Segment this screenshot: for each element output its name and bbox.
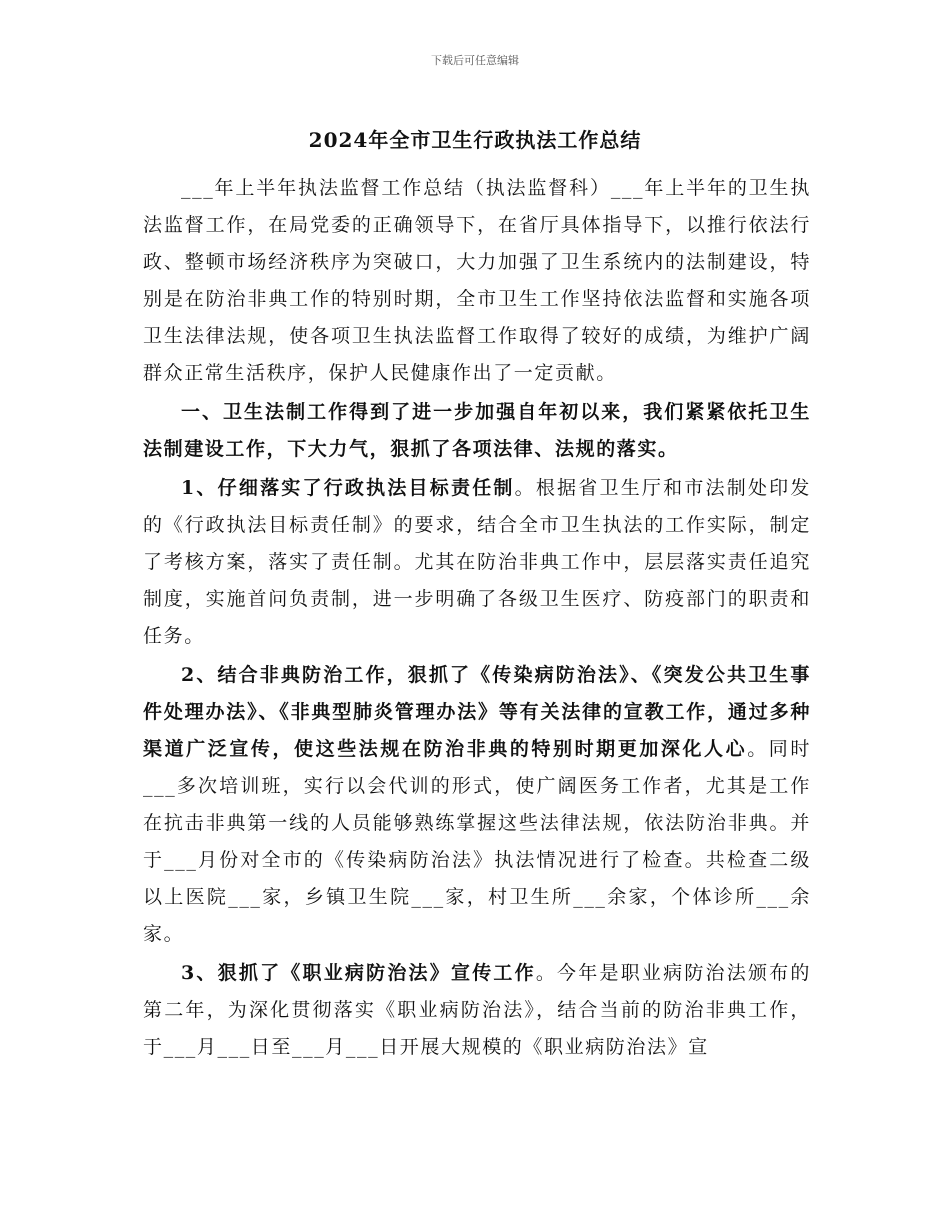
document-body: [143, 170, 811, 1068]
item-heading: 1、仔细落实了行政执法目标责任制: [181, 477, 515, 499]
document-title: 2024年全市卫生行政执法工作总结: [308, 128, 642, 152]
paragraph-intro: [143, 170, 811, 392]
paragraph-text: 。同时___多次培训班，实行以会代训的形式，使广阔医务工作者，尤其是工作在抗击非典第一线的人员能够熟练掌握这些法律法规，依法防治非典。并于___月份对全市的《传染病防治法》执法情况进行了检查。共检查二级以上医院___家，乡镇卫生院___家，村卫生所___余家，个体诊所___余家。: [143, 738, 811, 945]
paragraph-text: ___年上半年执法监督工作总结（执法监督科）___年上半年的卫生执法监督工作，在局党委的正确领导下，在省厅具体指导下，以推行依法行政、整顿市场经济秩序为突破口，大力加强了卫生系统内的法制建设，特别是在防治非典工作的特别时期，全市卫生工作坚持依法监督和实施各项卫生法律法规，使各项卫生执法监督工作取得了较好的成绩，为维护广阔群众正常生活秩序，保护人民健康作出了一定贡献。: [143, 177, 811, 384]
section-heading: 一、卫生法制工作得到了进一步加强自年初以来，我们紧紧依托卫生法制建设工作，下大力气，狠抓了各项法律、法规的落实。: [143, 401, 811, 460]
item-heading: 2、结合非典防治工作，狠抓了《传染病防治法》、《突发公共卫生事件处理办法》、《非典型肺炎管理办法》等有关法律的宣教工作，通过多种渠道广泛宣传，使这些法规在防治非典的特别时期更加深化人心: [143, 664, 811, 760]
item-heading: 3、狠抓了《职业病防治法》宣传工作: [181, 962, 536, 984]
paragraph-item-3: [143, 955, 811, 1066]
paragraph-text: 。根据省卫生厅和市法制处印发的《行政执法目标责任制》的要求，结合全市卫生执法的工作实际，制定了考核方案，落实了责任制。尤其在防治非典工作中，层层落实责任追究制度，实施首问负责制，进一步明确了各级卫生医疗、防疫部门的职责和任务。: [143, 477, 811, 647]
paragraph-item-2: [143, 657, 811, 953]
paragraph-text: 。今年是职业病防治法颁布的第二年，为深化贯彻落实《职业病防治法》，结合当前的防治非典工作，于___月___日至___月___日开展大规模的《职业病防治法》宣: [143, 962, 811, 1058]
paragraph-section-1: [143, 394, 811, 468]
paragraph-item-1: [143, 470, 811, 655]
page-header-note: 下载后可任意编辑: [431, 54, 519, 67]
